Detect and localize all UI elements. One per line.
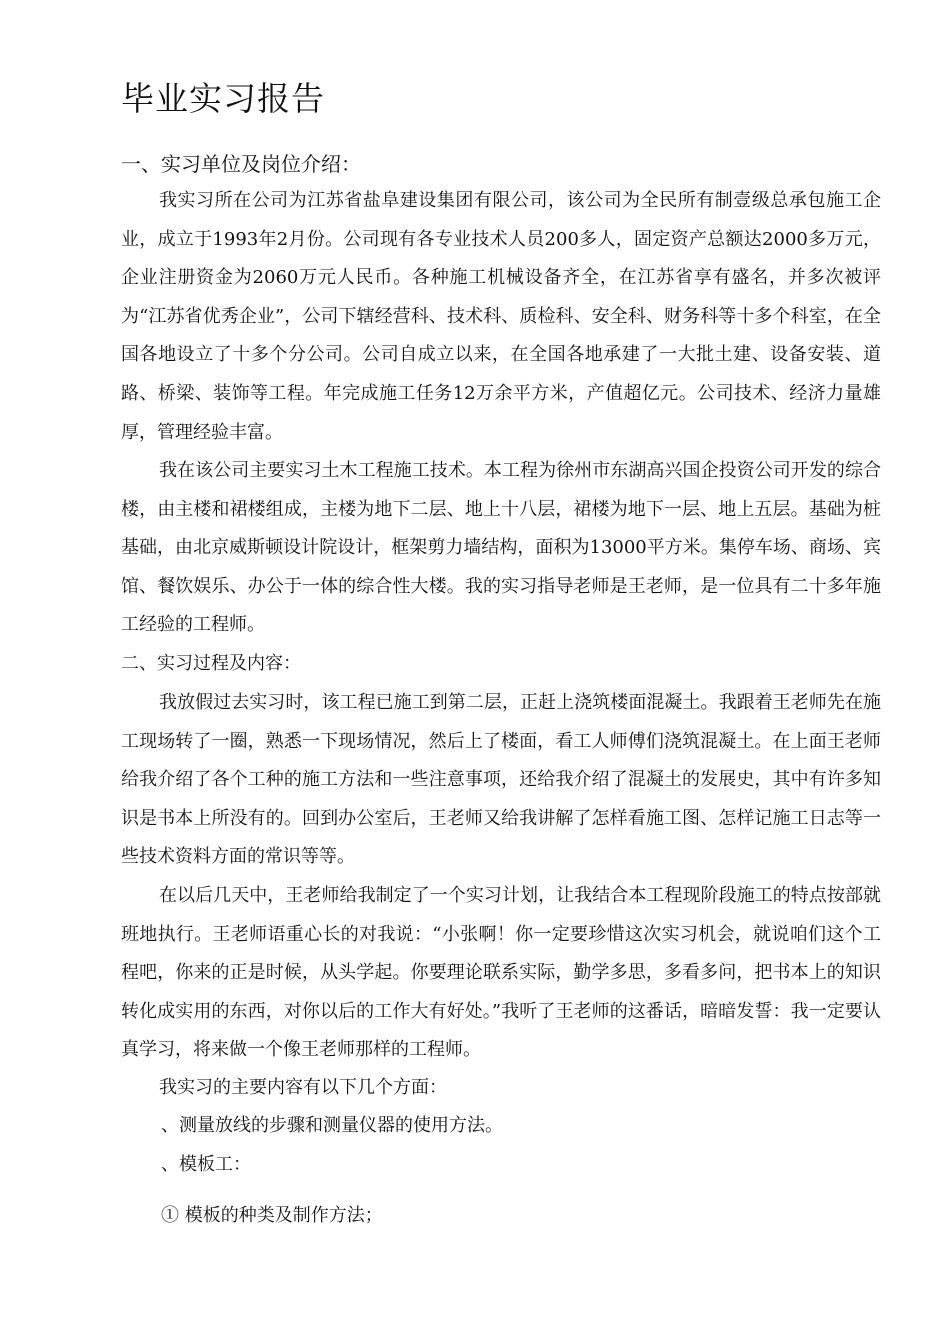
document-title: 毕业实习报告 [121,79,325,118]
paragraph-project-intro: 我在该公司主要实习土木工程施工技术。本工程为徐州市东湖高兴国企投资公司开发的综合楼，由主楼和裙楼组成，主楼为地下二层、地上十八层，裙楼为地下一层、地上五层。基础为桩基础，由北京威斯顿设计院设计，框架剪力墙结构，面积为13000平方米。集停车场、商场、宾馆、餐饮娱乐、办公于一体的综合性大楼。我的实习指导老师是王老师，是一位具有二十多年施工经验的工程师。 [121,460,881,636]
list-item-formwork: 、模板工： [161,1154,251,1175]
paragraph-contents-intro: 我实习的主要内容有以下几个方面： [159,1077,447,1098]
list-item-surveying: 、测量放线的步骤和测量仪器的使用方法。 [161,1115,503,1136]
section2-heading: 二、实习过程及内容： [121,653,301,674]
paragraph-plan: 在以后几天中，王老师给我制定了一个实习计划，让我结合本工程现阶段施工的特点按部就班地执行。王老师语重心长的对我说：“小张啊！你一定要珍惜这次实习机会，就说咱们这个工程吧，你来的正是时候，从头学起。你要理论联系实际，勤学多思，多看多问，把书本上的知识转化成实用的东西，对你以后的工作大有好处。”我听了王老师的这番话，暗暗发誓：我一定要认真学习，将来做一个像王老师那样的工程师。 [121,885,881,1061]
paragraph-first-day: 我放假过去实习时，该工程已施工到第二层，正赶上浇筑楼面混凝土。我跟着王老师先在施工现场转了一圈，熟悉一下现场情况，然后上了楼面，看工人师傅们浇筑混凝土。在上面王老师给我介绍了各个工种的施工方法和一些注意事项，还给我介绍了混凝土的发展史，其中有许多知识是书本上所没有的。回到办公室后，王老师又给我讲解了怎样看施工图、怎样记施工日志等一些技术资料方面的常识等等。 [121,692,881,868]
list-item-formwork-types: ① 模板的种类及制作方法； [161,1205,383,1226]
paragraph-company-intro: 我实习所在公司为江苏省盐阜建设集团有限公司，该公司为全民所有制壹级总承包施工企业，成立于1993年2月份。公司现有各专业技术人员200多人，固定资产总额达2000多万元，企业注册资金为2060万元人民币。各种施工机械设备齐全，在江苏省享有盛名，并多次被评为“江苏省优秀企业”，公司下辖经营科、技术科、质检科、安全科、财务科等十多个科室，在全国各地设立了十多个分公司。公司自成立以来，在全国各地承建了一大批土建、设备安装、道路、桥梁、装饰等工程。年完成施工任务12万余平方米，产值超亿元。公司技术、经济力量雄厚，管理经验丰富。 [121,190,881,443]
section1-heading: 一、实习单位及岗位介绍： [121,152,361,176]
